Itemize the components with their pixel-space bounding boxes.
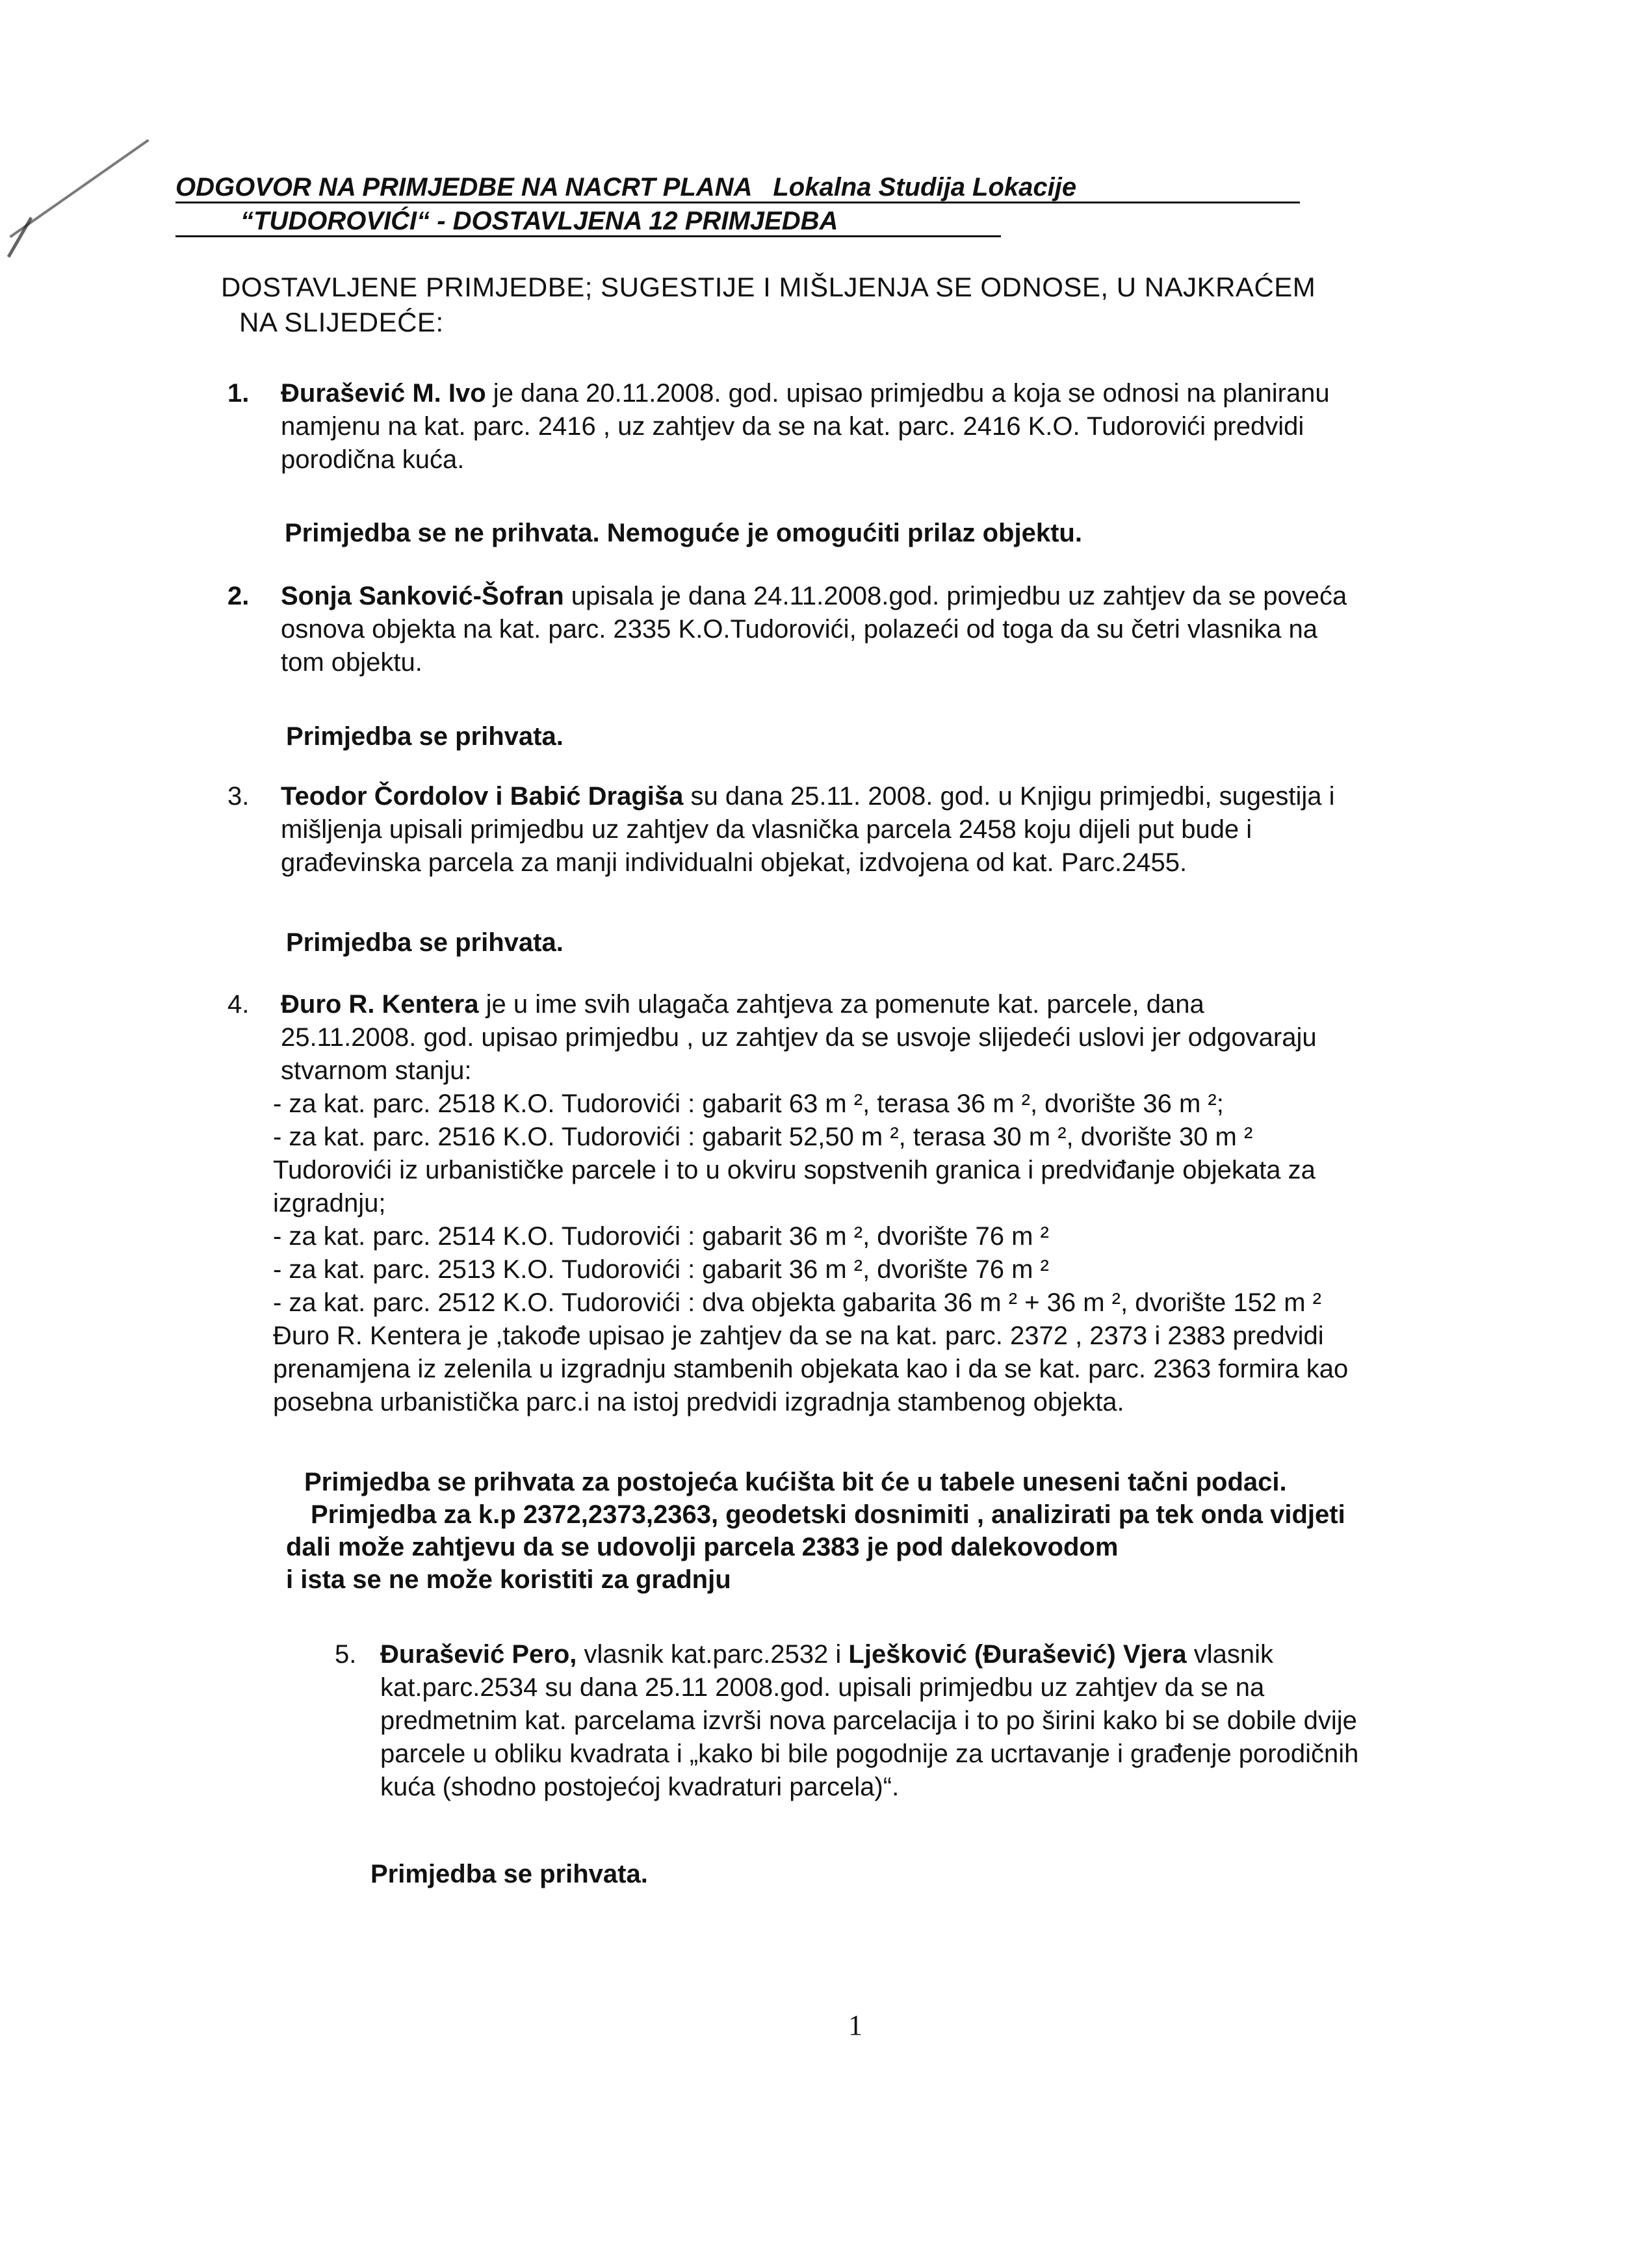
- list-item: [335, 1638, 1537, 1804]
- scan-artifact-line: [9, 139, 149, 238]
- item-number: 3.: [227, 782, 250, 811]
- item-text: namjenu na kat. parc. 2416 , uz zahtjev da se na kat. parc. 2416 K.O. Tudorovići predvidi: [281, 412, 1304, 441]
- item-number: 5.: [335, 1640, 357, 1669]
- item-text: tom objektu.: [281, 648, 422, 677]
- parcel-line: - za kat. parc. 2514 K.O. Tudorovići : gabarit 36 m ², dvorište 76 m ²: [273, 1222, 1049, 1251]
- parcel-list: [273, 1088, 1495, 1419]
- intro-line-2: NA SLIJEDEĆE:: [239, 307, 444, 337]
- parcel-line: - za kat. parc. 2512 K.O. Tudorovići : dva objekta gabarita 36 m ² + 36 m ², dvorište 152 m ²: [273, 1288, 1321, 1317]
- item-number: 2.: [227, 582, 250, 610]
- item-text: je dana 20.11.2008. god. upisao primjedbu a koja se odnosi na planiranu: [486, 379, 1330, 408]
- submitter-name: Lješković (Đurašević) Vjera: [848, 1640, 1187, 1669]
- submitter-name: Đurašević M. Ivo: [281, 379, 486, 408]
- item-text: upisala je dana 24.11.2008.god. primjedbu uz zahtjev da se poveća: [564, 582, 1347, 610]
- parcel-line: Đuro R. Kentera je ,takođe upisao je zahtjev da se na kat. parc. 2372 , 2373 i 2383 predvidi: [273, 1322, 1324, 1350]
- item-text: 25.11.2008. god. upisao primjedbu , uz zahtjev da se usvoje slijedeći uslovi jer odgovaraju: [281, 1023, 1317, 1052]
- parcel-line: - za kat. parc. 2518 K.O. Tudorovići : gabarit 63 m ², terasa 36 m ², dvorište 36 m ²;: [273, 1089, 1224, 1118]
- item-response: Primjedba se prihvata.: [286, 928, 564, 957]
- item-number: 1.: [227, 379, 250, 408]
- item-text: osnova objekta na kat. parc. 2335 K.O.Tudorovići, polazeći od toga da su četri vlasnika na: [281, 615, 1317, 644]
- item-text: vlasnik: [1186, 1640, 1274, 1669]
- intro-paragraph: [221, 270, 1456, 340]
- submitter-name: Sonja Sanković-Šofran: [281, 582, 564, 610]
- list-item: [227, 580, 1495, 679]
- submitter-name: Teodor Čordolov i Babić Dragiša: [281, 782, 684, 811]
- parcel-line: izgradnju;: [273, 1189, 386, 1218]
- item-response: Primjedba se prihvata.: [286, 722, 564, 751]
- submitter-name: Đurašević Pero,: [380, 1640, 577, 1669]
- item-response: i ista se ne može koristiti za gradnju: [286, 1565, 731, 1594]
- parcel-line: - za kat. parc. 2516 K.O. Tudorovići : gabarit 52,50 m ², terasa 30 m ², dvorište 30 m ²: [273, 1123, 1253, 1151]
- item-text: je u ime svih ulagača zahtjeva za pomenute kat. parcele, dana: [478, 990, 1204, 1019]
- item-text: građevinska parcela za manji individualni objekat, izdvojena od kat. Parc.2455.: [281, 848, 1187, 877]
- item-text: parcele u obliku kvadrata i „kako bi bile pogodnije za ucrtavanje i građenje porodičnih: [380, 1740, 1359, 1768]
- item-response: dali može zahtjevu da se udovolji parcela 2383 je pod dalekovodom: [286, 1533, 1119, 1561]
- item-text: stvarnom stanju:: [281, 1056, 472, 1085]
- title-underline-1: [175, 202, 1300, 203]
- submitter-name: Đuro R. Kentera: [281, 990, 479, 1019]
- document-title-line-1: [175, 173, 1313, 202]
- item-response: Primjedba za k.p 2372,2373,2363, geodetski dosnimiti , analizirati pa tek onda vidjeti: [311, 1500, 1345, 1529]
- item-text: vlasnik kat.parc.2532 i: [577, 1640, 849, 1669]
- page-number: 1: [848, 2009, 862, 2041]
- parcel-line: - za kat. parc. 2513 K.O. Tudorovići : gabarit 36 m ², dvorište 76 m ²: [273, 1255, 1049, 1284]
- parcel-line: prenamjena iz zelenila u izgradnju stambenih objekata kao i da se kat. parc. 2363 formira kao: [273, 1355, 1349, 1383]
- list-item: [227, 377, 1495, 476]
- item-response: Primjedba se ne prihvata. Nemoguće je omogućiti prilaz objektu.: [285, 519, 1082, 547]
- document-title-line-2: “TUDOROVIĆI“ - DOSTAVLJENA 12 PRIMJEDBA: [240, 207, 838, 235]
- item-response: Primjedba se prihvata.: [370, 1860, 648, 1888]
- item-text: porodična kuća.: [281, 445, 465, 474]
- item-text: predmetnim kat. parcelama izvrši nova parcelacija i to po širini kako bi se dobile dvije: [380, 1706, 1357, 1735]
- title-part-1: ODGOVOR NA PRIMJEDBE NA NACRT PLANA: [175, 173, 751, 202]
- parcel-line: Tudorovići iz urbanističke parcele i to u okviru sopstvenih granica i predviđanje objekata za: [273, 1156, 1316, 1184]
- item-text: kuća (shodno postojećoj kvadraturi parcela)“.: [380, 1773, 900, 1801]
- title-part-2: Lokalna Studija Lokacije: [773, 173, 1077, 202]
- item-text: su dana 25.11. 2008. god. u Knjigu primjedbi, sugestija i: [683, 782, 1335, 811]
- item-number: 4.: [227, 990, 250, 1019]
- item-text: kat.parc.2534 su dana 25.11 2008.god. upisali primjedbu uz zahtjev da se na: [380, 1673, 1265, 1702]
- list-item: [227, 780, 1495, 880]
- parcel-line: posebna urbanistička parc.i na istoj predvidi izgradnja stambenog objekta.: [273, 1388, 1124, 1416]
- item-text: mišljenja upisali primjedbu uz zahtjev da vlasnička parcela 2458 koju dijeli put bude i: [281, 815, 1252, 844]
- item-response: Primjedba se prihvata za postojeća kućišta bit će u tabele uneseni tačni podaci.: [304, 1468, 1287, 1496]
- title-underline-2: [175, 235, 1001, 237]
- list-item: [227, 988, 1495, 1419]
- intro-line-1: DOSTAVLJENE PRIMJEDBE; SUGESTIJE I MIŠLJENJA SE ODNOSE, U NAJKRAĆEM: [221, 272, 1316, 302]
